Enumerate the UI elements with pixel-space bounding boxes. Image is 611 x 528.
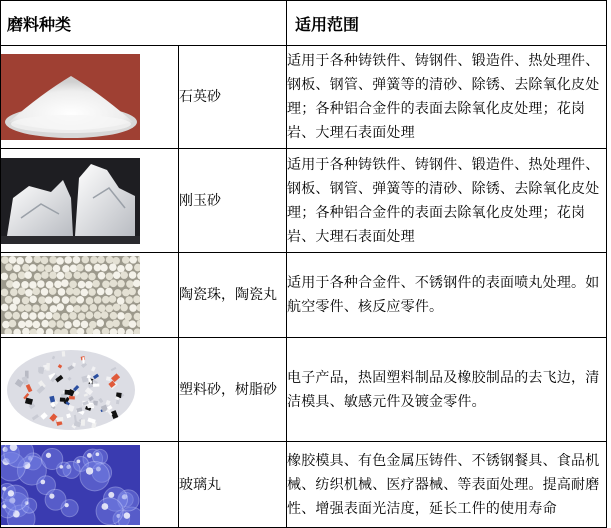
table-row [1,149,607,253]
header-abrasive-type-label: 磨料种类 [7,14,72,34]
image-cell [1,442,179,528]
table-row [1,442,607,528]
ceramic-beads-image [1,256,140,334]
image-cell [1,46,179,149]
abrasive-name: 塑料砂，树脂砂 [179,338,287,442]
abrasive-scope: 适用于各种铸铁件、铸钢件、锻造件、热处理件、钢板、钢管、弹簧等的清砂、除锈、去除氧化皮处理；各种铝合金件的表面去除氧化皮处理；花岗岩、大理石表面处理 [287,46,607,149]
header-scope-label: 适用范围 [295,14,360,34]
table-header-row [1,1,607,46]
table-row [1,253,607,338]
corundum-rock-image [1,158,140,244]
abrasive-name: 陶瓷珠，陶瓷丸 [179,253,287,338]
quartz-sand-pile-image [1,54,140,140]
glass-beads-image [1,445,140,525]
image-cell [1,338,179,442]
table-row [1,338,607,442]
header-abrasive-type [1,1,287,46]
abrasive-name: 石英砂 [179,46,287,149]
abrasive-scope: 电子产品，热固塑料制品及橡胶制品的去飞边，清洁模具、敏感元件及镀金零件。 [287,338,607,442]
abrasive-scope: 适用于各种合金件、不锈钢件的表面喷丸处理。如航空零件、核反应零件。 [287,253,607,338]
image-cell [1,149,179,253]
image-cell [1,253,179,338]
abrasive-scope: 适用于各种铸铁件、铸钢件、锻造件、热处理件、钢板、钢管、弹簧等的清砂、除锈、去除氧化皮处理；各种铝合金件的表面去除氧化皮处理；花岗岩、大理石表面处理 [287,149,607,253]
abrasive-name: 玻璃丸 [179,442,287,528]
header-scope [287,1,607,46]
plastic-resin-grit-image [1,347,140,433]
abrasive-scope: 橡胶模具、有色金属压铸件、不锈钢餐具、食品机械、纺织机械、医疗器械、等表面处理。提高耐磨性、增强表面光洁度，延长工件的使用寿命 [287,442,607,528]
abrasive-name: 刚玉砂 [179,149,287,253]
table-row [1,46,607,149]
